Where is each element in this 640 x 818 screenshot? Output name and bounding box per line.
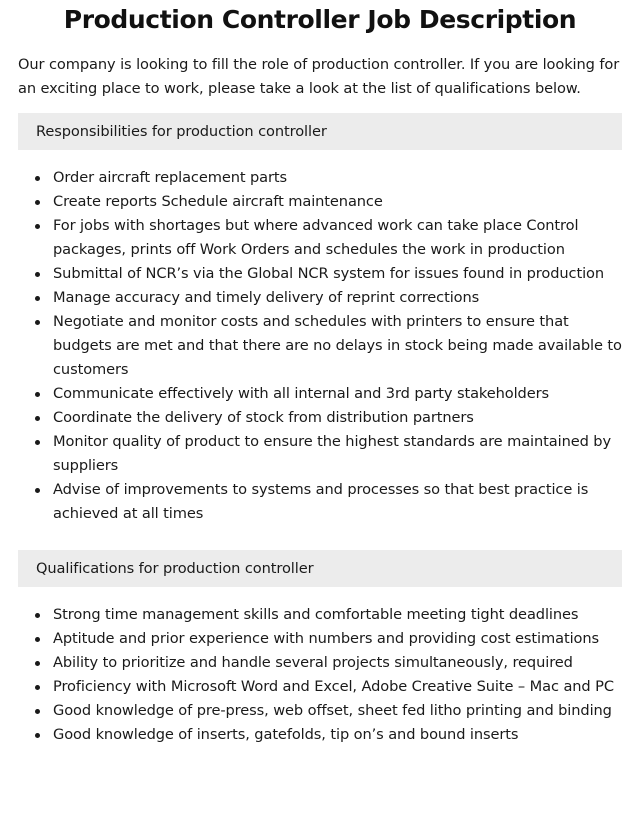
list-item-text: For jobs with shortages but where advanced work can take place Control packages, prints off Work Orders and schedules the work in production xyxy=(53,217,579,258)
list-item-text: Coordinate the delivery of stock from distribution partners xyxy=(53,409,474,426)
list-item-text: Ability to prioritize and handle several projects simultaneously, required xyxy=(53,654,573,671)
list-item xyxy=(35,286,622,310)
responsibilities-heading: Responsibilities for production controller xyxy=(18,113,622,150)
list-item xyxy=(35,190,622,214)
list-item xyxy=(35,406,622,430)
list-item xyxy=(35,603,622,627)
qualifications-list xyxy=(18,603,622,747)
bullet-icon xyxy=(35,685,40,690)
list-item-text: Strong time management skills and comfortable meeting tight deadlines xyxy=(53,606,579,623)
intro-paragraph: Our company is looking to fill the role of production controller. If you are looking for an exciting place to work, please take a look at the list of qualifications below. xyxy=(18,56,620,97)
list-item-text: Advise of improvements to systems and processes so that best practice is achieved at all times xyxy=(53,481,589,522)
bullet-icon xyxy=(35,392,40,397)
bullet-icon xyxy=(35,200,40,205)
page-title: Production Controller Job Description xyxy=(63,5,577,34)
bullet-icon xyxy=(35,613,40,618)
bullet-icon xyxy=(35,637,40,642)
list-item xyxy=(35,627,622,651)
bullet-icon xyxy=(35,416,40,421)
responsibilities-list xyxy=(18,166,622,526)
bullet-icon xyxy=(35,224,40,229)
list-item-text: Manage accuracy and timely delivery of reprint corrections xyxy=(53,289,480,306)
bullet-icon xyxy=(35,320,40,325)
list-item xyxy=(35,675,622,699)
list-item xyxy=(35,478,622,526)
list-item-text: Good knowledge of inserts, gatefolds, tip on’s and bound inserts xyxy=(53,726,519,743)
list-item-text: Negotiate and monitor costs and schedules with printers to ensure that budgets are met and that there are no delays in stock being made available to customers xyxy=(53,313,622,378)
bullet-icon xyxy=(35,272,40,277)
list-item xyxy=(35,214,622,262)
list-item-text: Create reports Schedule aircraft maintenance xyxy=(53,193,383,210)
bullet-icon xyxy=(35,488,40,493)
list-item xyxy=(35,430,622,478)
list-item-text: Aptitude and prior experience with numbers and providing cost estimations xyxy=(53,630,600,647)
list-item xyxy=(35,723,622,747)
bullet-icon xyxy=(35,709,40,714)
qualifications-heading: Qualifications for production controller xyxy=(18,550,622,587)
list-item-text: Monitor quality of product to ensure the highest standards are maintained by suppliers xyxy=(53,433,611,474)
bullet-icon xyxy=(35,440,40,445)
bullet-icon xyxy=(35,661,40,666)
bullet-icon xyxy=(35,296,40,301)
list-item xyxy=(35,699,622,723)
list-item xyxy=(35,262,622,286)
list-item-text: Communicate effectively with all internal and 3rd party stakeholders xyxy=(53,385,550,402)
list-item-text: Proficiency with Microsoft Word and Excel, Adobe Creative Suite – Mac and PC xyxy=(53,678,614,695)
list-item xyxy=(35,310,622,382)
list-item-text: Good knowledge of pre-press, web offset, sheet fed litho printing and binding xyxy=(53,702,612,719)
bullet-icon xyxy=(35,733,40,738)
list-item xyxy=(35,651,622,675)
bullet-icon xyxy=(35,176,40,181)
list-item-text: Submittal of NCR’s via the Global NCR system for issues found in production xyxy=(53,265,605,282)
list-item xyxy=(35,166,622,190)
list-item-text: Order aircraft replacement parts xyxy=(53,169,288,186)
list-item xyxy=(35,382,622,406)
